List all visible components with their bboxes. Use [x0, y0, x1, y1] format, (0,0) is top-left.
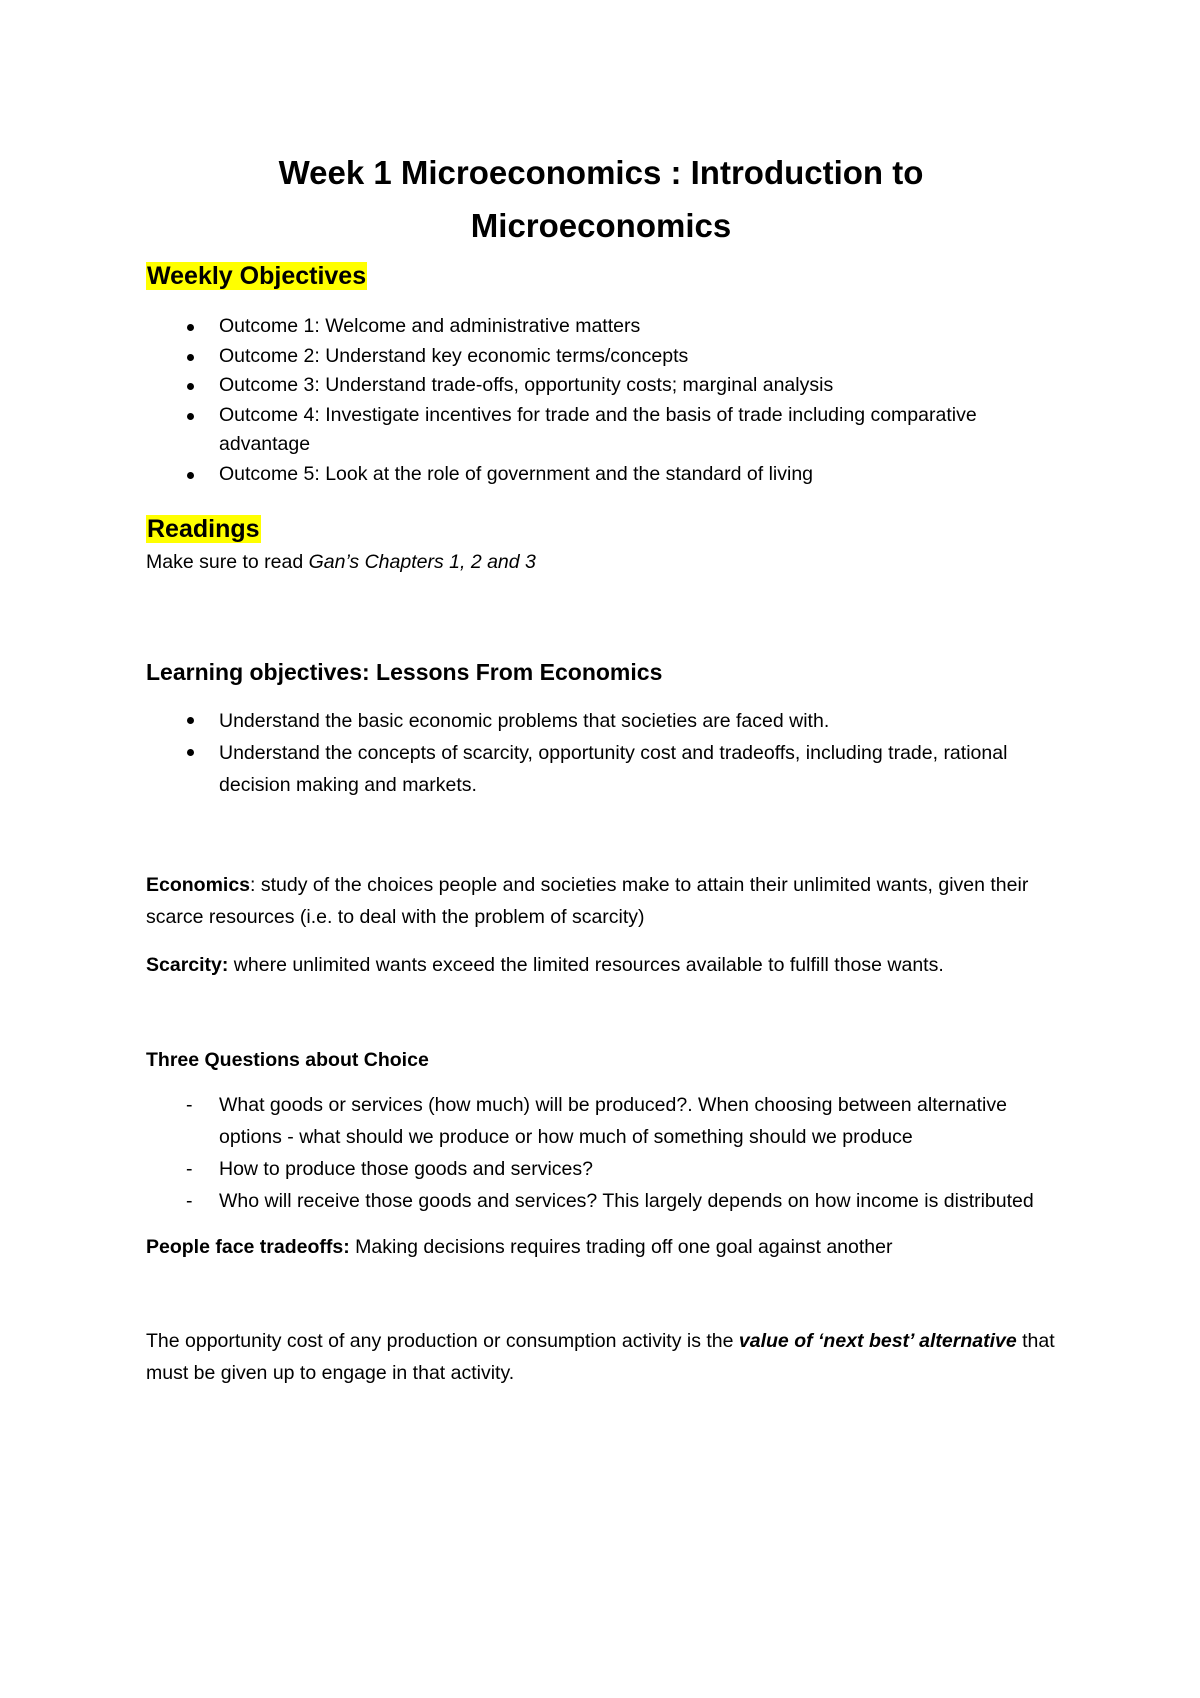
list-item: - How to produce those goods and services? [146, 1153, 1056, 1185]
scarcity-term: Scarcity: [146, 954, 229, 976]
readings-heading [146, 511, 1056, 547]
list-item: Outcome 2: Understand key economic terms/concepts [146, 342, 1056, 372]
readings-chapters: Gan’s Chapters 1, 2 and 3 [308, 551, 536, 573]
opportunity-cost-statement [146, 1325, 1056, 1389]
opportunity-cost-emphasis: value of ‘next best’ alternative [738, 1330, 1017, 1352]
economics-definition [146, 869, 1056, 933]
economics-definition-text: : study of the choices people and societies make to attain their unlimited wants, given their scarce resources (i.e. to deal with the problem of scarcity) [146, 874, 1029, 928]
list-item: Understand the concepts of scarcity, opportunity cost and tradeoffs, including trade, rational decision making and markets. [146, 737, 1056, 801]
document-title: Week 1 Microeconomics : Introduction to Microeconomics [278, 154, 924, 244]
weekly-objectives-list [146, 312, 1056, 489]
list-item: Outcome 3: Understand trade-offs, opportunity costs; marginal analysis [146, 371, 1056, 401]
list-item: Understand the basic economic problems that societies are faced with. [146, 705, 1056, 737]
list-item: Outcome 1: Welcome and administrative matters [146, 312, 1056, 342]
three-questions-list [146, 1089, 1056, 1217]
opportunity-cost-prefix: The opportunity cost of any production or consumption activity is the [146, 1330, 739, 1352]
weekly-objectives-heading [146, 258, 1056, 294]
weekly-objectives-heading-text: Weekly Objectives [147, 262, 367, 290]
tradeoffs-text: Making decisions requires trading off one goal against another [349, 1236, 893, 1258]
economics-term: Economics [146, 874, 251, 896]
list-item: - Who will receive those goods and services? This largely depends on how income is distributed [146, 1185, 1056, 1217]
list-item: Outcome 5: Look at the role of government and the standard of living [146, 460, 1056, 490]
readings-prefix: Make sure to read [146, 551, 309, 573]
learning-objectives-list [146, 705, 1056, 801]
readings-text [146, 547, 1056, 577]
list-item: Outcome 4: Investigate incentives for trade and the basis of trade including comparative advantage [146, 401, 1056, 460]
scarcity-definition [146, 949, 1056, 981]
three-questions-heading: Three Questions about Choice [146, 1049, 429, 1071]
tradeoffs-term: People face tradeoffs: [146, 1236, 350, 1258]
tradeoffs-statement [146, 1231, 1056, 1263]
list-item: - What goods or services (how much) will be produced?. When choosing between alternative options - what should we produce or how much of something should we produce [146, 1089, 1056, 1153]
scarcity-definition-text: where unlimited wants exceed the limited resources available to fulfill those wants. [228, 954, 944, 976]
opportunity-cost-suffix: that must be given up to engage in that activity. [146, 1330, 1055, 1384]
document-body [146, 146, 1056, 1389]
learning-objectives-heading: Learning objectives: Lessons From Economics [146, 659, 663, 685]
readings-heading-text: Readings [147, 515, 260, 543]
